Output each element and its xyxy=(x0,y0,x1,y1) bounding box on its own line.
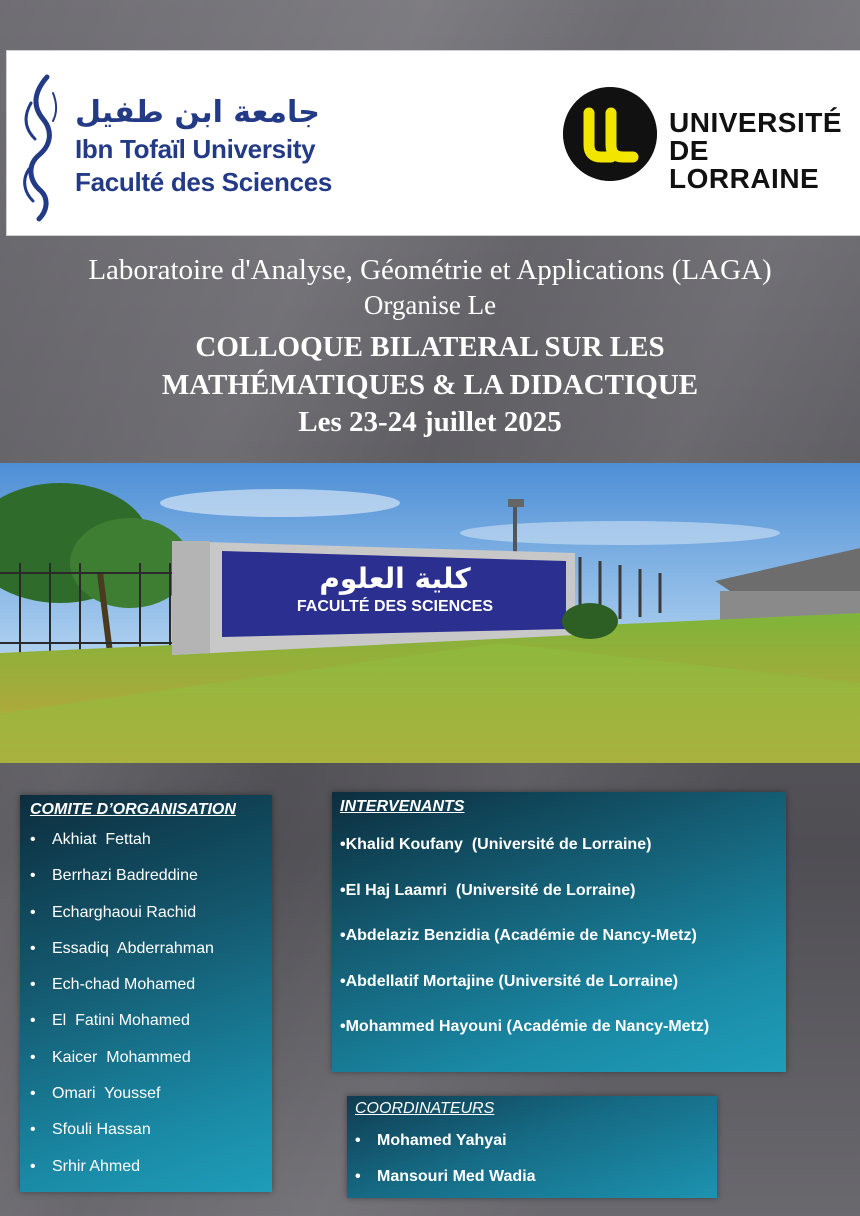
list-item: •El Haj Laamri (Université de Lorraine) xyxy=(340,881,636,899)
organise-line: Organise Le xyxy=(363,290,497,320)
event-header xyxy=(0,252,860,440)
list-item: • Akhiat Fettah xyxy=(30,831,151,848)
list-item: •Mohammed Hayouni (Académie de Nancy-Metz) xyxy=(340,1018,710,1036)
list-item: •Abdelaziz Benzidia (Académie de Nancy-Metz) xyxy=(340,927,697,945)
list-item: • Sfouli Hassan xyxy=(30,1121,151,1139)
coordinators-box xyxy=(347,1096,717,1198)
list-item: • El Fatini Mohamed xyxy=(30,1012,190,1030)
list-item: • Mansouri Med Wadia xyxy=(355,1168,536,1185)
itu-arabic-name: جامعة ابن طفيل xyxy=(75,95,320,130)
colloque-title xyxy=(0,328,860,404)
speakers-box xyxy=(332,792,786,1072)
lorraine-line-1: UNIVERSITÉ xyxy=(669,107,843,138)
itu-english-name: Ibn Tofaïl University xyxy=(75,134,316,164)
speakers-list xyxy=(332,836,786,1064)
logo-band xyxy=(6,50,860,236)
coordinators-title: COORDINATEURS xyxy=(355,1100,495,1117)
faculty-photo xyxy=(0,463,860,763)
list-item: •Abdellatif Mortajine (Université de Lorraine) xyxy=(340,972,679,990)
organising-committee-title: COMITE D’ORGANISATION xyxy=(30,801,236,818)
lab-name: Laboratoire d'Analyse, Géométrie et Applications (LAGA) xyxy=(88,254,772,286)
universite-lorraine-logo-text xyxy=(669,109,860,193)
organising-committee-box xyxy=(20,795,272,1192)
speakers-title: INTERVENANTS xyxy=(340,798,465,815)
list-item: • Ech-chad Mohamed xyxy=(30,976,196,994)
ibn-tofail-logo-text xyxy=(75,95,332,198)
itu-faculty-name: Faculté des Sciences xyxy=(75,167,333,197)
event-dates: Les 23-24 juillet 2025 xyxy=(298,406,562,438)
ibn-tofail-emblem-icon xyxy=(17,73,61,223)
sign-french: FACULTÉ DES SCIENCES xyxy=(296,598,494,615)
universite-lorraine-emblem-icon xyxy=(563,87,657,181)
lorraine-line-2: DE LORRAINE xyxy=(669,135,820,194)
list-item: •Khalid Koufany (Université de Lorraine) xyxy=(340,836,652,853)
list-item: • Echarghaoui Rachid xyxy=(30,903,197,921)
list-item: • Mohamed Yahyai xyxy=(355,1132,507,1149)
list-item: • Kaicer Mohammed xyxy=(30,1048,191,1066)
list-item: • Srhir Ahmed xyxy=(30,1157,141,1175)
organising-committee-list xyxy=(20,831,272,1194)
list-item: • Berrhazi Badreddine xyxy=(30,867,198,885)
colloque-title-line-1: COLLOQUE BILATERAL SUR LES xyxy=(195,331,665,363)
list-item: • Omari Youssef xyxy=(30,1085,161,1103)
coordinators-list xyxy=(347,1132,717,1204)
list-item: • Essadiq Abderrahman xyxy=(30,939,214,957)
sign-arabic: كلية العلوم xyxy=(319,562,471,595)
colloque-title-line-2: MATHÉMATIQUES & LA DIDACTIQUE xyxy=(161,369,699,401)
